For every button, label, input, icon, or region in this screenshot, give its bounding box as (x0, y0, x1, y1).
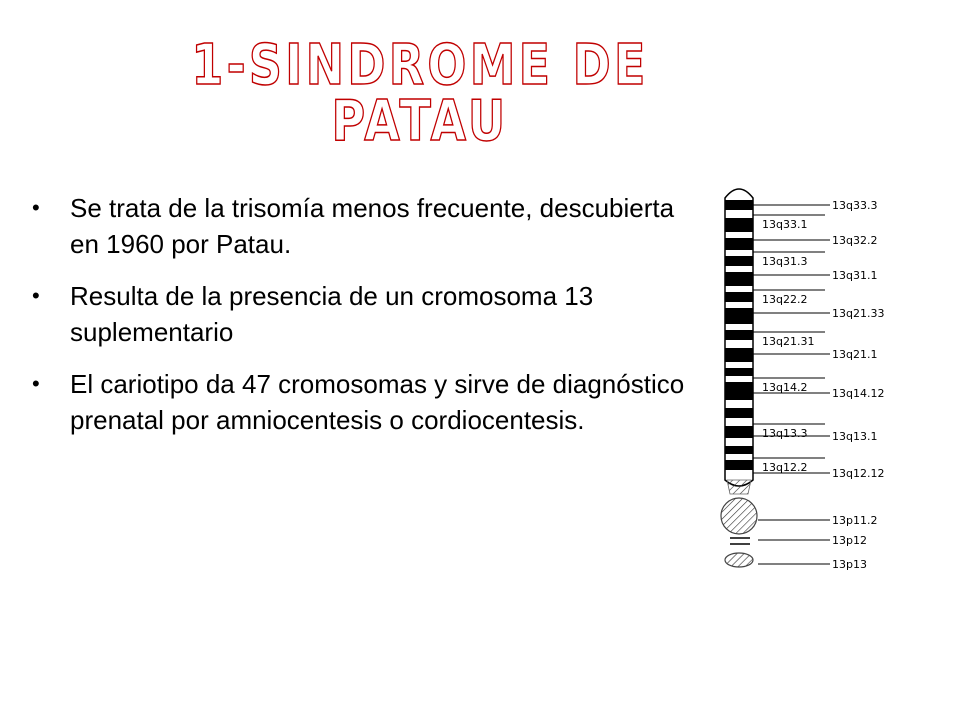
bullet-text: Se trata de la trisomía menos frecuente, descubierta en 1960 por Patau. (70, 193, 675, 259)
band-label: 13q21.31 (762, 335, 815, 348)
band-label: 13q12.2 (762, 461, 808, 474)
band-label: 13q12.12 (832, 467, 885, 480)
bullet-icon: • (32, 195, 40, 220)
band-label: 13q32.2 (832, 234, 878, 247)
band-label: 13q14.2 (762, 381, 808, 394)
band-label: 13p13 (832, 558, 867, 571)
bullet-item (30, 190, 700, 262)
chromosome-body (721, 189, 757, 567)
band-label: 13q21.33 (832, 307, 885, 320)
band-label: 13q33.1 (762, 218, 808, 231)
band-label: 13q31.3 (762, 255, 808, 268)
bullet-item (30, 278, 700, 350)
chromosome-13-ideogram (700, 180, 930, 580)
band-label: 13q13.3 (762, 427, 808, 440)
band-callouts (753, 199, 884, 571)
band-label: 13q14.12 (832, 387, 885, 400)
bullet-text: Resulta de la presencia de un cromosoma 13 suplementario (70, 281, 594, 347)
band-label: 13q22.2 (762, 293, 808, 306)
slide-title: 1-SINDROME DE PATAU (191, 33, 649, 154)
band-label: 13p11.2 (832, 514, 878, 527)
bullet-list (30, 190, 700, 454)
band-label: 13q33.3 (832, 199, 878, 212)
band-label: 13q13.1 (832, 430, 878, 443)
band-label: 13q31.1 (832, 269, 878, 282)
bullet-icon: • (32, 371, 40, 396)
bullet-item (30, 366, 700, 438)
band-label: 13q21.1 (832, 348, 878, 361)
bullet-text: El cariotipo da 47 cromosomas y sirve de diagnóstico prenatal por amniocentesis o cordiocentesis. (70, 369, 685, 435)
band-label: 13p12 (832, 534, 867, 547)
bullet-icon: • (32, 283, 40, 308)
